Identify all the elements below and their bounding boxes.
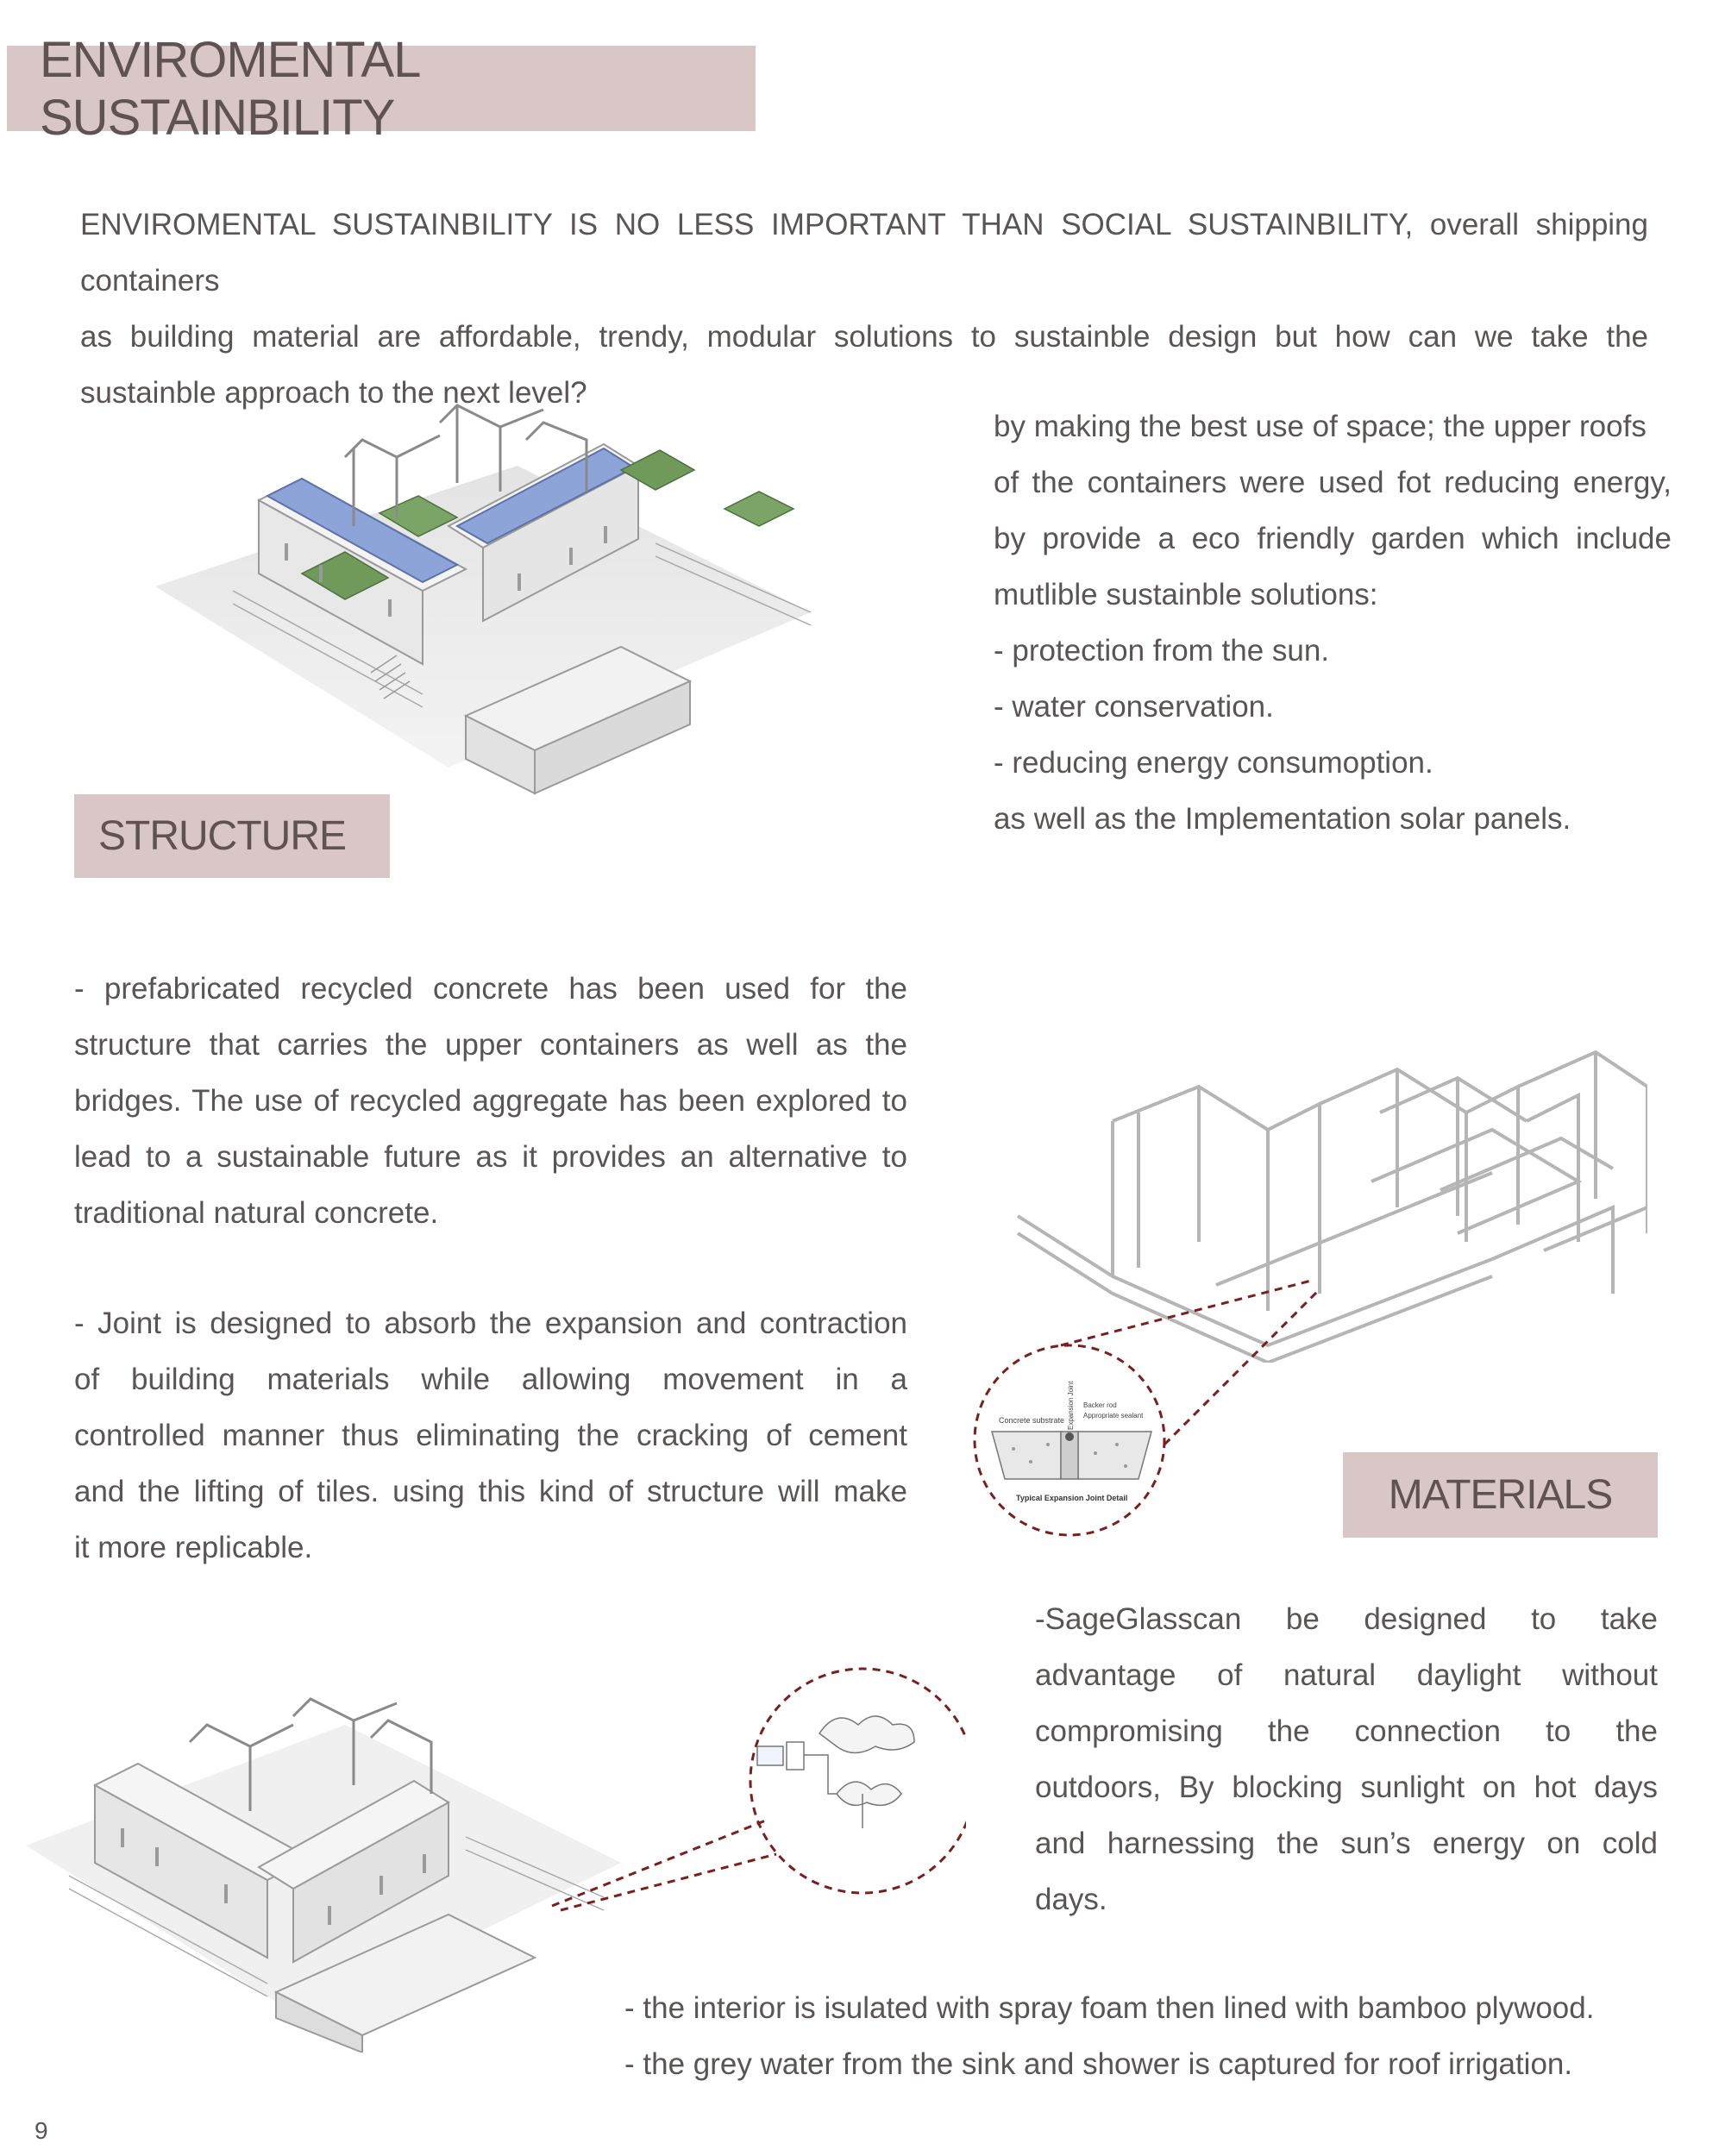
grey-water-callout	[535, 1647, 966, 1923]
joint-line: controlled manner thus eliminating the cracking of cement	[74, 1419, 907, 1452]
roof-line: - protection from the sun.	[994, 634, 1330, 667]
interior-line: - the interior is isulated with spray foam then lined with bamboo plywood.	[624, 1991, 1595, 2025]
roof-line: by making the best use of space; the upper roofs	[994, 410, 1647, 443]
intro-paragraph	[80, 197, 1648, 421]
joint-line: - Joint is designed to absorb the expansion and contraction	[74, 1307, 907, 1340]
joint-line: it more replicable.	[74, 1531, 313, 1564]
joint-section-drawing	[992, 1432, 1151, 1479]
roof-line: - water conservation.	[994, 690, 1274, 724]
roof-line: of the containers were used fot reducing energy,	[994, 466, 1672, 499]
page-number: 9	[34, 2117, 48, 2144]
roof-line: mutlible sustainble solutions:	[994, 578, 1378, 611]
page-title: ENVIROMENTAL SUSTAINBILITY	[7, 46, 756, 131]
joint-detail-caption: Typical Expansion Joint Detail	[1016, 1494, 1128, 1502]
joint-line: and the lifting of tiles. using this kind of structure will make	[74, 1475, 907, 1508]
structure-line: bridges. The use of recycled aggregate has been explored to	[74, 1084, 907, 1118]
sage-line: and harnessing the sun’s energy on cold	[1035, 1827, 1658, 1860]
sage-line: outdoors, By blocking sunlight on hot days	[1035, 1771, 1658, 1804]
sage-line: advantage of natural daylight without	[1035, 1658, 1658, 1692]
green-roof	[724, 492, 794, 526]
structure-heading: STRUCTURE	[74, 794, 390, 878]
materials-heading: MATERIALS	[1343, 1452, 1658, 1538]
sage-line: days.	[1035, 1883, 1107, 1916]
structure-concrete-paragraph	[74, 961, 907, 1241]
joint-line: of building materials while allowing movement in a	[74, 1363, 907, 1396]
expansion-joint-callout	[966, 1276, 1346, 1544]
roof-line: as well as the Implementation solar panels.	[994, 802, 1571, 836]
sageglass-paragraph	[1035, 1591, 1658, 1927]
joint-label-vertical: Expansion Joint	[1067, 1381, 1075, 1430]
intro-line: as building material are affordable, trendy, modular solutions to sustainble design but how can we take the	[80, 320, 1648, 354]
interior-line: - the grey water from the sink and shower is captured for roof irrigation.	[624, 2047, 1573, 2081]
joint-label-right-1: Backer rod	[1083, 1401, 1117, 1409]
joint-label-left: Concrete substrate	[999, 1416, 1065, 1425]
roof-line: by provide a eco friendly garden which include	[994, 522, 1672, 555]
irrigation-system-sketch	[757, 1716, 914, 1828]
interior-paragraph	[624, 1980, 1685, 2092]
sage-line: compromising the connection to the	[1035, 1714, 1658, 1748]
structure-joint-paragraph	[74, 1295, 907, 1576]
intro-line: sustainble approach to the next level?	[80, 376, 587, 410]
roof-paragraph	[994, 398, 1672, 847]
structure-line: lead to a sustainable future as it provides an alternative to	[74, 1140, 907, 1174]
joint-label-right-2: Appropriate sealant	[1083, 1412, 1144, 1420]
sage-line: -SageGlasscan be designed to take	[1035, 1602, 1658, 1636]
structure-line: traditional natural concrete.	[74, 1196, 439, 1230]
building-axonometric-illustration	[138, 388, 845, 819]
structure-line: structure that carries the upper containers as well as the	[74, 1028, 907, 1062]
structure-line: - prefabricated recycled concrete has been used for the	[74, 972, 907, 1006]
roof-line: - reducing energy consumoption.	[994, 746, 1433, 780]
intro-line: ENVIROMENTAL SUSTAINBILITY IS NO LESS IMPORTANT THAN SOCIAL SUSTAINBILITY, overall shipping containers	[80, 208, 1648, 298]
